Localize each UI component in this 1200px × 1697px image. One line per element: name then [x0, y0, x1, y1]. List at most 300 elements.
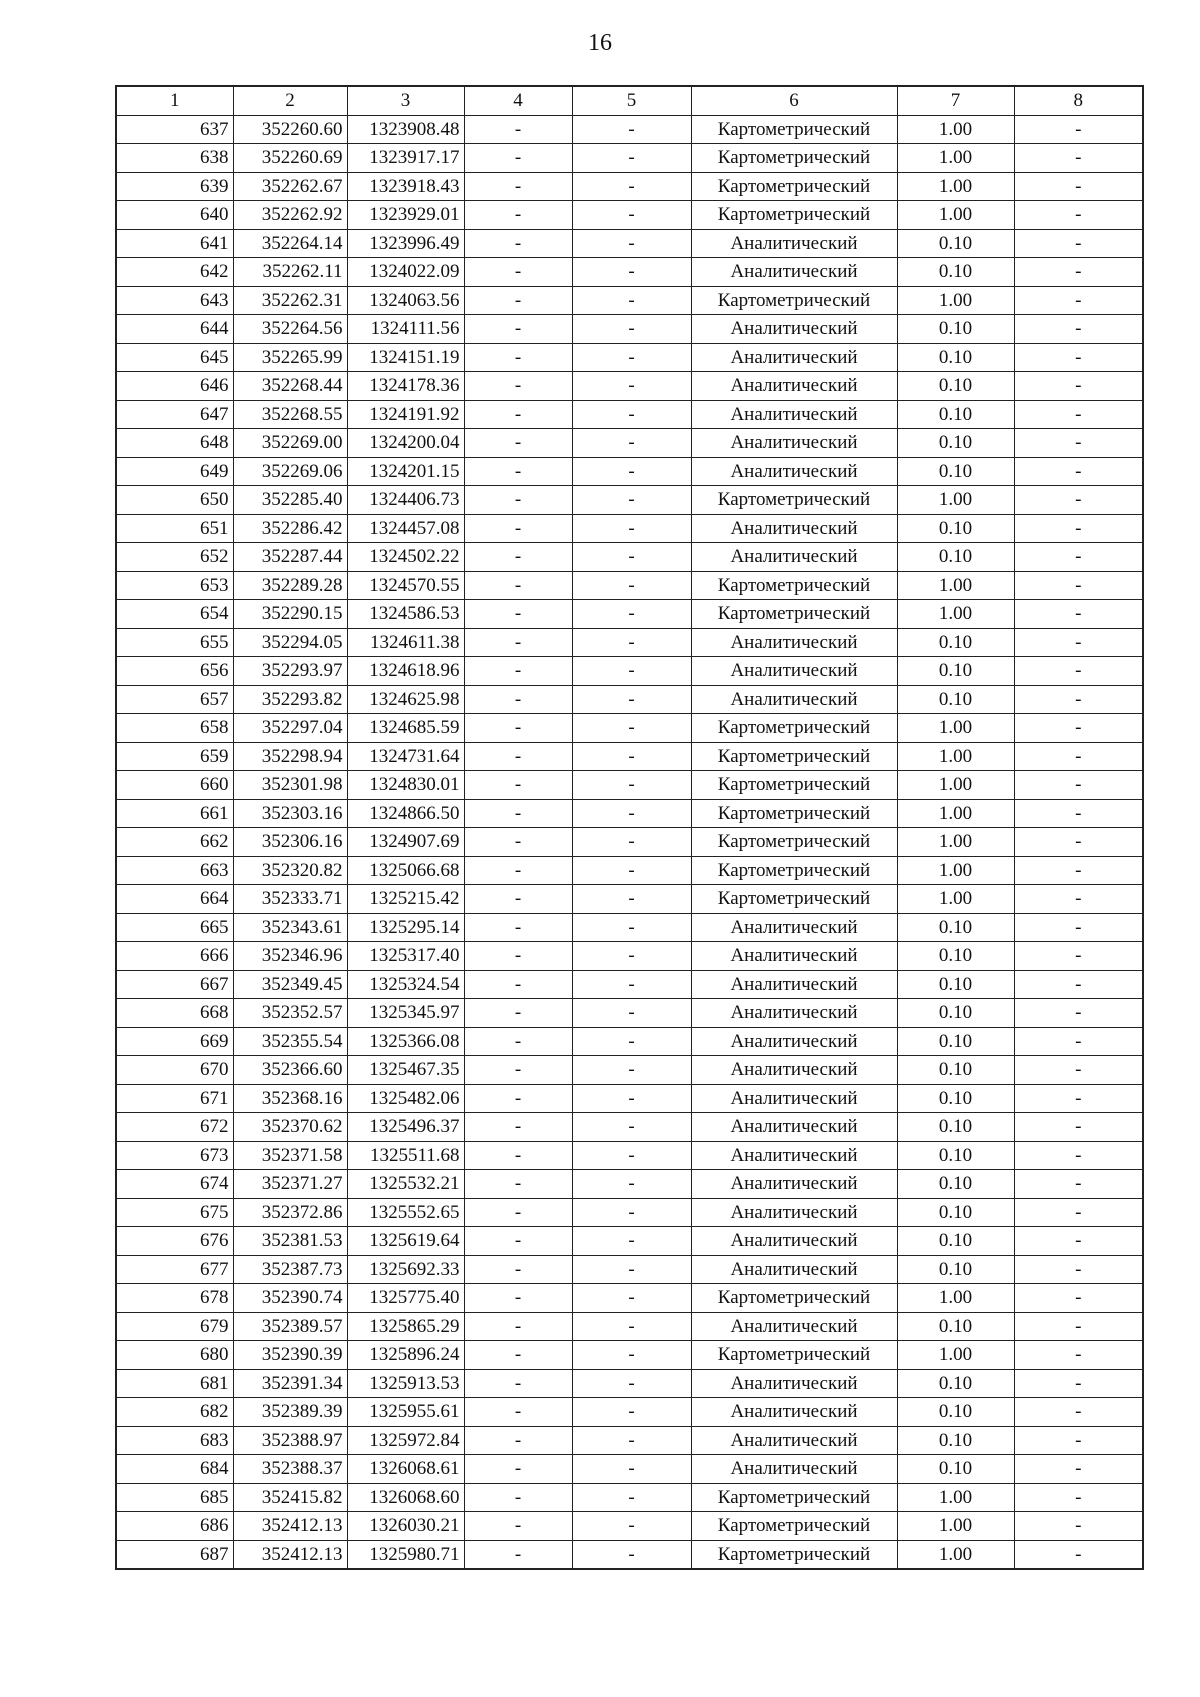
table-row — [116, 1113, 1143, 1142]
point-number-cell: 638 — [116, 144, 233, 173]
y-coordinate-cell: 1324457.08 — [347, 514, 464, 543]
col5-cell: - — [572, 229, 691, 258]
col4-cell: - — [464, 286, 572, 315]
col5-cell: - — [572, 486, 691, 515]
y-coordinate-cell: 1325511.68 — [347, 1141, 464, 1170]
col8-cell: - — [1014, 999, 1143, 1028]
col4-cell: - — [464, 1398, 572, 1427]
col4-cell: - — [464, 628, 572, 657]
y-coordinate-cell: 1324586.53 — [347, 600, 464, 629]
point-number-cell: 678 — [116, 1284, 233, 1313]
col8-cell: - — [1014, 1198, 1143, 1227]
point-number-cell: 664 — [116, 885, 233, 914]
y-coordinate-cell: 1324151.19 — [347, 343, 464, 372]
col8-cell: - — [1014, 1483, 1143, 1512]
method-cell: Картометрический — [691, 885, 897, 914]
x-coordinate-cell: 352269.00 — [233, 429, 347, 458]
method-cell: Картометрический — [691, 1540, 897, 1569]
col4-cell: - — [464, 1540, 572, 1569]
accuracy-cell: 0.10 — [897, 1255, 1014, 1284]
x-coordinate-cell: 352371.58 — [233, 1141, 347, 1170]
x-coordinate-cell: 352370.62 — [233, 1113, 347, 1142]
x-coordinate-cell: 352388.37 — [233, 1455, 347, 1484]
col5-cell: - — [572, 799, 691, 828]
point-number-cell: 666 — [116, 942, 233, 971]
method-cell: Картометрический — [691, 286, 897, 315]
col4-cell: - — [464, 429, 572, 458]
col5-cell: - — [572, 1369, 691, 1398]
col5-cell: - — [572, 286, 691, 315]
y-coordinate-cell: 1325692.33 — [347, 1255, 464, 1284]
table-row — [116, 771, 1143, 800]
table-row — [116, 999, 1143, 1028]
accuracy-cell: 0.10 — [897, 258, 1014, 287]
x-coordinate-cell: 352349.45 — [233, 970, 347, 999]
col5-cell: - — [572, 970, 691, 999]
method-cell: Картометрический — [691, 828, 897, 857]
point-number-cell: 684 — [116, 1455, 233, 1484]
col5-cell: - — [572, 1056, 691, 1085]
col8-cell: - — [1014, 514, 1143, 543]
accuracy-cell: 0.10 — [897, 628, 1014, 657]
point-number-cell: 646 — [116, 372, 233, 401]
col4-cell: - — [464, 885, 572, 914]
accuracy-cell: 0.10 — [897, 1113, 1014, 1142]
col8-cell: - — [1014, 172, 1143, 201]
col8-cell: - — [1014, 1455, 1143, 1484]
col5-cell: - — [572, 315, 691, 344]
accuracy-cell: 1.00 — [897, 115, 1014, 144]
col8-cell: - — [1014, 799, 1143, 828]
x-coordinate-cell: 352352.57 — [233, 999, 347, 1028]
accuracy-cell: 0.10 — [897, 657, 1014, 686]
y-coordinate-cell: 1325865.29 — [347, 1312, 464, 1341]
table-row — [116, 1141, 1143, 1170]
method-cell: Аналитический — [691, 1141, 897, 1170]
col4-cell: - — [464, 514, 572, 543]
col8-cell: - — [1014, 657, 1143, 686]
table-row — [116, 1198, 1143, 1227]
column-header: 4 — [464, 86, 572, 115]
method-cell: Аналитический — [691, 1170, 897, 1199]
table-row — [116, 1255, 1143, 1284]
x-coordinate-cell: 352294.05 — [233, 628, 347, 657]
y-coordinate-cell: 1323918.43 — [347, 172, 464, 201]
point-number-cell: 649 — [116, 457, 233, 486]
col5-cell: - — [572, 400, 691, 429]
col5-cell: - — [572, 1398, 691, 1427]
method-cell: Аналитический — [691, 1255, 897, 1284]
method-cell: Аналитический — [691, 372, 897, 401]
col4-cell: - — [464, 1170, 572, 1199]
col4-cell: - — [464, 714, 572, 743]
method-cell: Аналитический — [691, 1369, 897, 1398]
point-number-cell: 650 — [116, 486, 233, 515]
point-number-cell: 672 — [116, 1113, 233, 1142]
table-row — [116, 571, 1143, 600]
y-coordinate-cell: 1324731.64 — [347, 742, 464, 771]
page-number: 16 — [588, 30, 612, 56]
table-row — [116, 1483, 1143, 1512]
col4-cell: - — [464, 685, 572, 714]
point-number-cell: 670 — [116, 1056, 233, 1085]
table-row — [116, 885, 1143, 914]
x-coordinate-cell: 352268.44 — [233, 372, 347, 401]
y-coordinate-cell: 1325896.24 — [347, 1341, 464, 1370]
y-coordinate-cell: 1325775.40 — [347, 1284, 464, 1313]
accuracy-cell: 1.00 — [897, 144, 1014, 173]
method-cell: Аналитический — [691, 628, 897, 657]
col8-cell: - — [1014, 201, 1143, 230]
x-coordinate-cell: 352389.57 — [233, 1312, 347, 1341]
col8-cell: - — [1014, 1113, 1143, 1142]
table-row — [116, 828, 1143, 857]
table-row — [116, 1512, 1143, 1541]
table-row — [116, 1056, 1143, 1085]
col5-cell: - — [572, 429, 691, 458]
point-number-cell: 642 — [116, 258, 233, 287]
x-coordinate-cell: 352290.15 — [233, 600, 347, 629]
column-header: 5 — [572, 86, 691, 115]
y-coordinate-cell: 1324406.73 — [347, 486, 464, 515]
x-coordinate-cell: 352269.06 — [233, 457, 347, 486]
point-number-cell: 644 — [116, 315, 233, 344]
y-coordinate-cell: 1325345.97 — [347, 999, 464, 1028]
method-cell: Картометрический — [691, 201, 897, 230]
accuracy-cell: 1.00 — [897, 286, 1014, 315]
col5-cell: - — [572, 913, 691, 942]
x-coordinate-cell: 352260.69 — [233, 144, 347, 173]
method-cell: Аналитический — [691, 429, 897, 458]
point-number-cell: 669 — [116, 1027, 233, 1056]
col5-cell: - — [572, 1426, 691, 1455]
y-coordinate-cell: 1325215.42 — [347, 885, 464, 914]
x-coordinate-cell: 352260.60 — [233, 115, 347, 144]
x-coordinate-cell: 352303.16 — [233, 799, 347, 828]
accuracy-cell: 1.00 — [897, 172, 1014, 201]
col8-cell: - — [1014, 828, 1143, 857]
y-coordinate-cell: 1324625.98 — [347, 685, 464, 714]
y-coordinate-cell: 1326068.60 — [347, 1483, 464, 1512]
table-row — [116, 600, 1143, 629]
coordinates-table — [115, 85, 1144, 1570]
y-coordinate-cell: 1324191.92 — [347, 400, 464, 429]
col5-cell: - — [572, 885, 691, 914]
point-number-cell: 652 — [116, 543, 233, 572]
point-number-cell: 645 — [116, 343, 233, 372]
col4-cell: - — [464, 115, 572, 144]
col8-cell: - — [1014, 429, 1143, 458]
col5-cell: - — [572, 115, 691, 144]
method-cell: Аналитический — [691, 543, 897, 572]
table-row — [116, 144, 1143, 173]
method-cell: Аналитический — [691, 1426, 897, 1455]
accuracy-cell: 1.00 — [897, 571, 1014, 600]
method-cell: Картометрический — [691, 742, 897, 771]
x-coordinate-cell: 352372.86 — [233, 1198, 347, 1227]
col5-cell: - — [572, 657, 691, 686]
col5-cell: - — [572, 258, 691, 287]
table-row — [116, 1369, 1143, 1398]
col5-cell: - — [572, 1027, 691, 1056]
method-cell: Аналитический — [691, 229, 897, 258]
col5-cell: - — [572, 343, 691, 372]
col5-cell: - — [572, 1483, 691, 1512]
method-cell: Аналитический — [691, 657, 897, 686]
col8-cell: - — [1014, 685, 1143, 714]
method-cell: Аналитический — [691, 343, 897, 372]
y-coordinate-cell: 1325972.84 — [347, 1426, 464, 1455]
y-coordinate-cell: 1324201.15 — [347, 457, 464, 486]
point-number-cell: 641 — [116, 229, 233, 258]
x-coordinate-cell: 352306.16 — [233, 828, 347, 857]
point-number-cell: 639 — [116, 172, 233, 201]
x-coordinate-cell: 352343.61 — [233, 913, 347, 942]
method-cell: Аналитический — [691, 1056, 897, 1085]
col4-cell: - — [464, 1512, 572, 1541]
col8-cell: - — [1014, 742, 1143, 771]
method-cell: Картометрический — [691, 1483, 897, 1512]
method-cell: Аналитический — [691, 1398, 897, 1427]
col5-cell: - — [572, 372, 691, 401]
accuracy-cell: 0.10 — [897, 913, 1014, 942]
x-coordinate-cell: 352286.42 — [233, 514, 347, 543]
column-header: 6 — [691, 86, 897, 115]
point-number-cell: 658 — [116, 714, 233, 743]
col8-cell: - — [1014, 714, 1143, 743]
x-coordinate-cell: 352285.40 — [233, 486, 347, 515]
point-number-cell: 647 — [116, 400, 233, 429]
col8-cell: - — [1014, 1426, 1143, 1455]
method-cell: Картометрический — [691, 1512, 897, 1541]
table-row — [116, 400, 1143, 429]
col8-cell: - — [1014, 372, 1143, 401]
y-coordinate-cell: 1324111.56 — [347, 315, 464, 344]
col8-cell: - — [1014, 1284, 1143, 1313]
point-number-cell: 648 — [116, 429, 233, 458]
table-row — [116, 1398, 1143, 1427]
y-coordinate-cell: 1325552.65 — [347, 1198, 464, 1227]
col5-cell: - — [572, 543, 691, 572]
accuracy-cell: 0.10 — [897, 315, 1014, 344]
col8-cell: - — [1014, 856, 1143, 885]
method-cell: Аналитический — [691, 457, 897, 486]
method-cell: Аналитический — [691, 970, 897, 999]
point-number-cell: 680 — [116, 1341, 233, 1370]
accuracy-cell: 0.10 — [897, 1084, 1014, 1113]
table-row — [116, 486, 1143, 515]
accuracy-cell: 1.00 — [897, 885, 1014, 914]
col4-cell: - — [464, 799, 572, 828]
point-number-cell: 673 — [116, 1141, 233, 1170]
x-coordinate-cell: 352297.04 — [233, 714, 347, 743]
table-row — [116, 115, 1143, 144]
y-coordinate-cell: 1323996.49 — [347, 229, 464, 258]
accuracy-cell: 0.10 — [897, 1198, 1014, 1227]
col4-cell: - — [464, 1084, 572, 1113]
point-number-cell: 683 — [116, 1426, 233, 1455]
table-row — [116, 913, 1143, 942]
y-coordinate-cell: 1325066.68 — [347, 856, 464, 885]
col8-cell: - — [1014, 1512, 1143, 1541]
x-coordinate-cell: 352366.60 — [233, 1056, 347, 1085]
col8-cell: - — [1014, 1084, 1143, 1113]
point-number-cell: 660 — [116, 771, 233, 800]
y-coordinate-cell: 1323917.17 — [347, 144, 464, 173]
col5-cell: - — [572, 600, 691, 629]
y-coordinate-cell: 1325324.54 — [347, 970, 464, 999]
col8-cell: - — [1014, 144, 1143, 173]
y-coordinate-cell: 1325980.71 — [347, 1540, 464, 1569]
point-number-cell: 685 — [116, 1483, 233, 1512]
x-coordinate-cell: 352320.82 — [233, 856, 347, 885]
accuracy-cell: 1.00 — [897, 201, 1014, 230]
point-number-cell: 674 — [116, 1170, 233, 1199]
method-cell: Аналитический — [691, 1455, 897, 1484]
point-number-cell: 651 — [116, 514, 233, 543]
accuracy-cell: 0.10 — [897, 343, 1014, 372]
col8-cell: - — [1014, 457, 1143, 486]
x-coordinate-cell: 352289.28 — [233, 571, 347, 600]
col4-cell: - — [464, 1284, 572, 1313]
col4-cell: - — [464, 1341, 572, 1370]
col4-cell: - — [464, 1426, 572, 1455]
y-coordinate-cell: 1324685.59 — [347, 714, 464, 743]
accuracy-cell: 0.10 — [897, 1398, 1014, 1427]
point-number-cell: 663 — [116, 856, 233, 885]
col8-cell: - — [1014, 286, 1143, 315]
column-header: 1 — [116, 86, 233, 115]
y-coordinate-cell: 1324907.69 — [347, 828, 464, 857]
method-cell: Аналитический — [691, 999, 897, 1028]
col4-cell: - — [464, 571, 572, 600]
y-coordinate-cell: 1324022.09 — [347, 258, 464, 287]
method-cell: Картометрический — [691, 571, 897, 600]
method-cell: Картометрический — [691, 771, 897, 800]
col5-cell: - — [572, 1512, 691, 1541]
accuracy-cell: 0.10 — [897, 429, 1014, 458]
accuracy-cell: 0.10 — [897, 1056, 1014, 1085]
y-coordinate-cell: 1324200.04 — [347, 429, 464, 458]
col5-cell: - — [572, 201, 691, 230]
accuracy-cell: 1.00 — [897, 1512, 1014, 1541]
table-row — [116, 172, 1143, 201]
col4-cell: - — [464, 856, 572, 885]
y-coordinate-cell: 1324063.56 — [347, 286, 464, 315]
col8-cell: - — [1014, 1312, 1143, 1341]
y-coordinate-cell: 1324502.22 — [347, 543, 464, 572]
accuracy-cell: 1.00 — [897, 714, 1014, 743]
x-coordinate-cell: 352355.54 — [233, 1027, 347, 1056]
x-coordinate-cell: 352264.56 — [233, 315, 347, 344]
accuracy-cell: 1.00 — [897, 486, 1014, 515]
x-coordinate-cell: 352262.31 — [233, 286, 347, 315]
point-number-cell: 637 — [116, 115, 233, 144]
col5-cell: - — [572, 1170, 691, 1199]
method-cell: Аналитический — [691, 1227, 897, 1256]
x-coordinate-cell: 352333.71 — [233, 885, 347, 914]
accuracy-cell: 0.10 — [897, 942, 1014, 971]
accuracy-cell: 0.10 — [897, 514, 1014, 543]
point-number-cell: 675 — [116, 1198, 233, 1227]
col8-cell: - — [1014, 1027, 1143, 1056]
y-coordinate-cell: 1325317.40 — [347, 942, 464, 971]
x-coordinate-cell: 352264.14 — [233, 229, 347, 258]
col8-cell: - — [1014, 229, 1143, 258]
method-cell: Аналитический — [691, 1027, 897, 1056]
x-coordinate-cell: 352412.13 — [233, 1540, 347, 1569]
col8-cell: - — [1014, 258, 1143, 287]
col4-cell: - — [464, 742, 572, 771]
col4-cell: - — [464, 229, 572, 258]
col5-cell: - — [572, 172, 691, 201]
col8-cell: - — [1014, 1141, 1143, 1170]
table-row — [116, 856, 1143, 885]
col8-cell: - — [1014, 1255, 1143, 1284]
col4-cell: - — [464, 913, 572, 942]
y-coordinate-cell: 1324611.38 — [347, 628, 464, 657]
accuracy-cell: 1.00 — [897, 1284, 1014, 1313]
x-coordinate-cell: 352390.74 — [233, 1284, 347, 1313]
accuracy-cell: 0.10 — [897, 1426, 1014, 1455]
table-row — [116, 1170, 1143, 1199]
col4-cell: - — [464, 600, 572, 629]
col4-cell: - — [464, 315, 572, 344]
y-coordinate-cell: 1325913.53 — [347, 1369, 464, 1398]
table-row — [116, 429, 1143, 458]
x-coordinate-cell: 352262.92 — [233, 201, 347, 230]
col8-cell: - — [1014, 571, 1143, 600]
table-row — [116, 315, 1143, 344]
col8-cell: - — [1014, 543, 1143, 572]
col4-cell: - — [464, 1455, 572, 1484]
x-coordinate-cell: 352368.16 — [233, 1084, 347, 1113]
col4-cell: - — [464, 657, 572, 686]
table-row — [116, 1455, 1143, 1484]
table-row — [116, 1227, 1143, 1256]
method-cell: Картометрический — [691, 714, 897, 743]
accuracy-cell: 0.10 — [897, 1312, 1014, 1341]
point-number-cell: 661 — [116, 799, 233, 828]
table-header-row — [116, 86, 1143, 115]
point-number-cell: 654 — [116, 600, 233, 629]
col5-cell: - — [572, 457, 691, 486]
x-coordinate-cell: 352301.98 — [233, 771, 347, 800]
col8-cell: - — [1014, 600, 1143, 629]
point-number-cell: 643 — [116, 286, 233, 315]
x-coordinate-cell: 352412.13 — [233, 1512, 347, 1541]
x-coordinate-cell: 352262.67 — [233, 172, 347, 201]
col8-cell: - — [1014, 628, 1143, 657]
y-coordinate-cell: 1326030.21 — [347, 1512, 464, 1541]
col4-cell: - — [464, 543, 572, 572]
table-row — [116, 229, 1143, 258]
method-cell: Картометрический — [691, 486, 897, 515]
col4-cell: - — [464, 1369, 572, 1398]
col8-cell: - — [1014, 970, 1143, 999]
table-row — [116, 1426, 1143, 1455]
col5-cell: - — [572, 1141, 691, 1170]
col5-cell: - — [572, 1227, 691, 1256]
y-coordinate-cell: 1324618.96 — [347, 657, 464, 686]
col4-cell: - — [464, 1056, 572, 1085]
col5-cell: - — [572, 1084, 691, 1113]
accuracy-cell: 0.10 — [897, 1369, 1014, 1398]
accuracy-cell: 0.10 — [897, 1027, 1014, 1056]
x-coordinate-cell: 352389.39 — [233, 1398, 347, 1427]
point-number-cell: 640 — [116, 201, 233, 230]
col5-cell: - — [572, 828, 691, 857]
